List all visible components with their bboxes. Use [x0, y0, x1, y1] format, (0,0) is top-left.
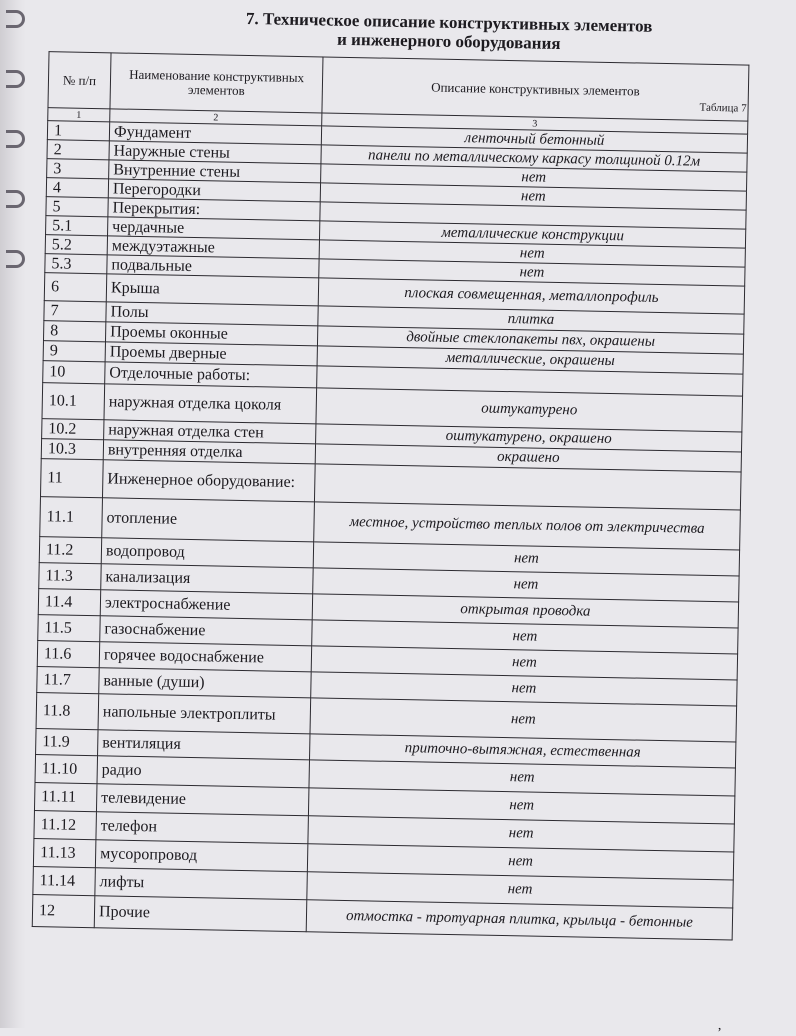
element-name: чердачные: [108, 217, 320, 240]
element-description: окрашено: [315, 444, 741, 472]
header-desc: Описание конструктивных элементов: [322, 57, 749, 121]
element-name: газоснабжение: [100, 616, 312, 646]
element-name: Прочие: [94, 896, 307, 932]
element-description: оштукатурено: [316, 388, 743, 432]
title-line-1: 7. Техническое описание конструктивных элементов: [245, 8, 653, 36]
row-number: 9: [43, 341, 105, 362]
element-description: нет: [307, 844, 733, 880]
element-name: наружная отделка стен: [104, 420, 316, 444]
element-name: Перегородки: [108, 179, 320, 202]
element-name: подвальные: [107, 255, 319, 278]
element-description: панели по металлическому каркасу толщиной 0.12м: [321, 145, 747, 172]
row-number: 10: [43, 361, 105, 384]
row-number: 11.2: [39, 537, 101, 564]
element-name: Полы: [106, 302, 318, 326]
element-description: нет: [311, 646, 737, 680]
row-number: 11.8: [36, 693, 99, 730]
element-description: плоская совмещенная, металлопрофиль: [318, 278, 744, 314]
row-number: 11.3: [39, 563, 101, 590]
element-name: телефон: [96, 812, 308, 844]
element-description: нет: [313, 542, 739, 576]
column-number: 3: [322, 113, 748, 134]
row-number: 12: [32, 895, 95, 928]
element-name: наружная отделка цоколя: [104, 384, 317, 424]
header-num: № п/п: [48, 52, 111, 109]
row-number: 10.3: [41, 439, 103, 460]
row-number: 7: [44, 301, 106, 322]
element-name: Проемы оконные: [105, 322, 317, 346]
page-title: [199, 8, 700, 56]
row-number: 4: [46, 178, 108, 198]
element-description: отмостка - тротуарная плитка, крыльца - бетонные: [306, 900, 733, 940]
row-number: 11.11: [34, 783, 97, 812]
title-line-2: и инженерного оборудования: [336, 29, 561, 53]
element-description: нет: [311, 672, 737, 706]
page-mark: ,: [717, 1018, 722, 1034]
element-name: междуэтажные: [107, 236, 319, 259]
element-description: металлические, окрашены: [317, 346, 743, 374]
row-number: 11.5: [38, 615, 100, 642]
element-description: оштукатурено, окрашено: [316, 424, 742, 452]
element-name: Отделочные работы:: [105, 362, 317, 388]
row-number: 5: [46, 197, 108, 217]
element-name: вентиляция: [98, 730, 310, 760]
element-description: местное, устройство теплых полов от электричества: [314, 502, 741, 550]
element-name: Внутренние стены: [109, 160, 321, 183]
row-number: 11.10: [35, 755, 98, 784]
element-description: нет: [321, 164, 747, 191]
element-description: нет: [308, 788, 734, 824]
row-number: 10.2: [42, 419, 104, 440]
row-number: 11.13: [33, 839, 96, 868]
element-description: ленточный бетонный: [321, 126, 747, 153]
row-number: 11.14: [33, 867, 96, 896]
element-description: нет: [307, 872, 733, 908]
header-name: Наименование конструктивных элементов: [110, 53, 323, 113]
row-number: 11.1: [40, 497, 103, 538]
element-description: двойные стеклопакеты пвх, окрашены: [317, 326, 743, 354]
table-body: [32, 121, 747, 940]
element-description: приточно-вытяжная, естественная: [309, 734, 735, 768]
element-description: нет: [308, 816, 734, 852]
row-number: 11.6: [37, 641, 99, 668]
element-name: Перекрытия:: [108, 198, 320, 221]
element-description: плитка: [318, 306, 744, 334]
element-description: открытая проводка: [312, 594, 738, 628]
element-name: горячее водоснабжение: [99, 642, 311, 672]
element-description: нет: [310, 698, 737, 742]
row-number: 8: [43, 321, 105, 342]
row-number: 11.4: [38, 589, 100, 616]
element-description: нет: [319, 240, 745, 267]
element-name: радио: [97, 756, 309, 788]
element-name: мусоропровод: [95, 840, 307, 872]
table-caption: Таблица 7: [699, 101, 747, 115]
element-name: Фундамент: [109, 122, 321, 145]
row-number: 6: [44, 273, 107, 302]
element-name: Наружные стены: [109, 141, 321, 164]
element-name: ванные (души): [99, 668, 311, 698]
column-number: 1: [48, 108, 110, 122]
row-number: 5.3: [45, 254, 107, 274]
element-description: нет: [320, 183, 746, 210]
element-name: напольные электроплиты: [98, 694, 311, 734]
element-name: Инженерное оборудование:: [102, 460, 315, 502]
row-number: 11.9: [36, 729, 98, 756]
row-number: 11: [40, 459, 103, 498]
row-number: 10.1: [42, 383, 105, 420]
row-number: 5.1: [46, 216, 108, 236]
row-number: 1: [47, 121, 109, 141]
element-name: лифты: [95, 868, 307, 900]
row-number: 5.2: [45, 235, 107, 255]
element-description: металлические конструкции: [319, 221, 745, 248]
element-name: телевидение: [96, 784, 308, 816]
element-name: канализация: [101, 564, 313, 594]
element-name: Крыша: [106, 274, 318, 306]
row-number: 3: [47, 159, 109, 179]
element-name: внутренняя отделка: [103, 440, 315, 464]
element-name: Проемы дверные: [105, 342, 317, 366]
element-description: нет: [313, 568, 739, 602]
row-number: 11.7: [37, 667, 99, 694]
element-name: водопровод: [101, 538, 313, 568]
element-name: отопление: [102, 498, 315, 542]
element-description: нет: [312, 620, 738, 654]
column-number: 2: [110, 109, 322, 126]
element-name: электроснабжение: [100, 590, 312, 620]
row-number: 2: [47, 140, 109, 160]
element-description: нет: [309, 760, 735, 796]
element-description: нет: [319, 259, 745, 286]
elements-table: [32, 51, 750, 940]
row-number: 11.12: [34, 811, 97, 840]
